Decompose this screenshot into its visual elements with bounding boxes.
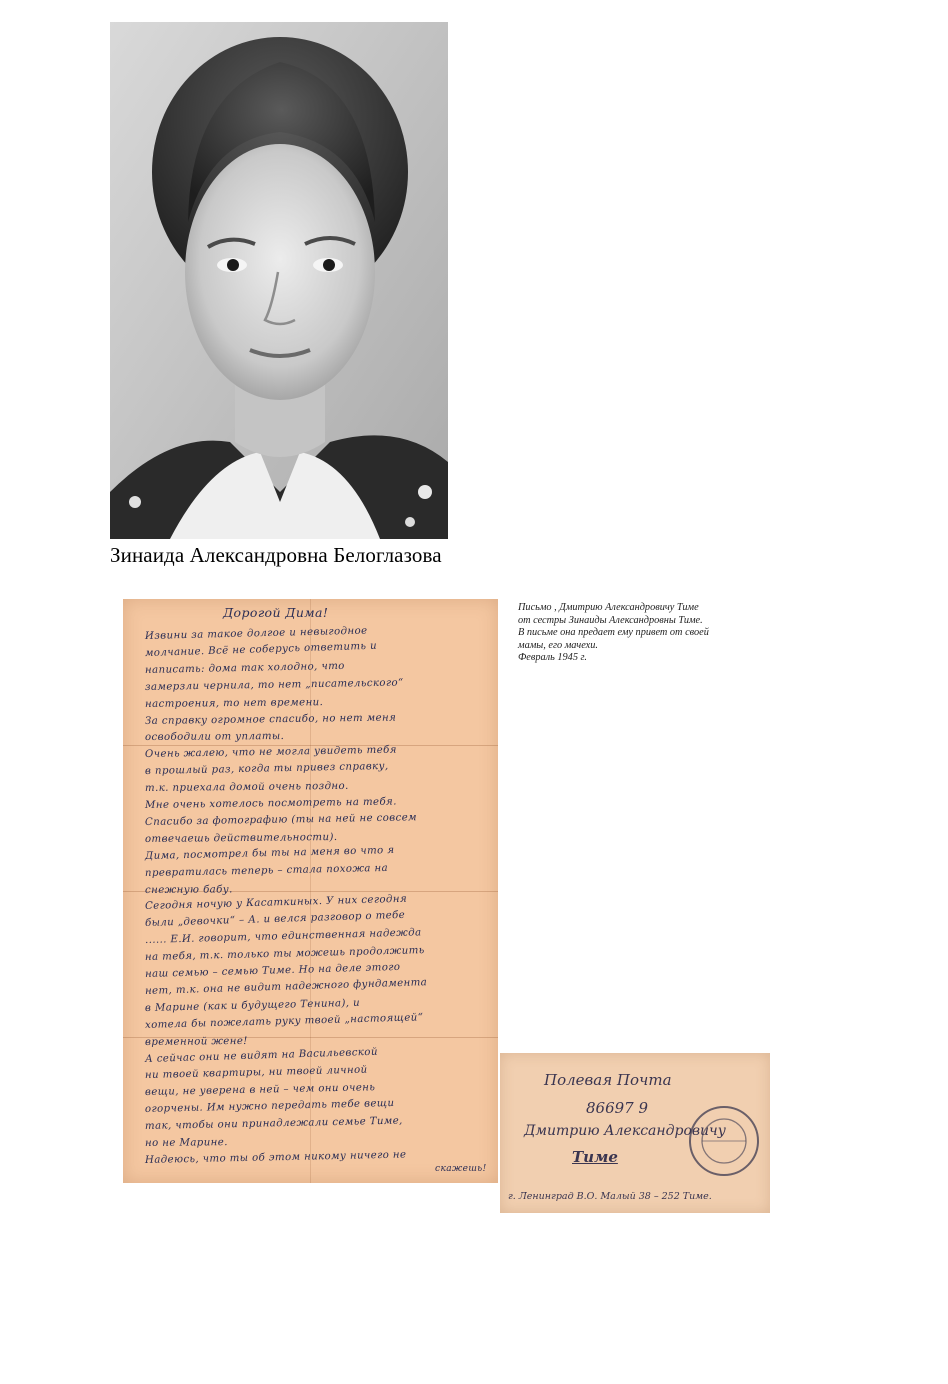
envelope-post-number: 86697 9 [586,1099,649,1117]
letter-line: Сегодня ночую у Касаткиных. У них сегодня [144,894,408,913]
letter-signature: скажешь! [435,1164,487,1174]
letter-line: так, чтобы они принадлежали семье Тиме, [144,1115,403,1133]
envelope-recipient: Дмитрию Александровичу [524,1123,726,1139]
postmark-stamp-icon [684,1101,764,1181]
envelope-return-address: г. Ленинград В.О. Малый 38 – 252 Тиме. [508,1191,712,1202]
letter-line: молчание. Всё не соберусь ответить и [144,640,378,659]
letter-line: освободили от уплаты. [144,731,285,744]
letter-line: За справку огромное спасибо, но нет меня [144,711,397,727]
description-line: Февраль 1945 г. [518,652,587,664]
letter-line: А сейчас они не видят на Васильевской [144,1046,379,1065]
description-line: мамы, его мачехи. [518,639,598,651]
letter-line: временной жене! [144,1035,248,1048]
envelope [500,1053,770,1213]
portrait-image [110,22,448,539]
envelope-field-post: Полевая Почта [544,1071,672,1089]
letter-line: Мне очень хотелось посмотреть на тебя. [144,796,397,811]
portrait-caption: Зинаида Александровна Белоглазова [110,543,442,567]
letter-line: в Марине (как и будущего Тенина), и [144,997,361,1014]
letter-line: Спасибо за фотографию (ты на ней не совсем [144,812,418,828]
portrait-photo [110,22,448,539]
letter-line: вещи, не уверена в ней – чем они очень [144,1082,376,1099]
letter-line: отвечаешь действительности). [144,831,338,845]
description-line: В письме она предает ему привет от своей [518,627,709,639]
letter-line: но не Марине. [144,1137,228,1149]
letter-line: нет, т.к. она не видит надежного фундамента [144,977,428,997]
letter-line: ни твоей квартиры, ни твоей личной [144,1064,368,1082]
letter-line: на тебя, т.к. только ты можешь продолжить [144,945,425,964]
letter-greeting: Дорогой Дима! [223,605,329,620]
description-line: от сестры Зинаиды Александровны Тиме. [518,614,703,626]
letter-line: ...... Е.И. говорит, что единственная надежда [144,927,422,947]
letter-line: превратилась теперь – стала похожа на [144,862,389,879]
letter-line: Дима, посмотрел бы ты на меня во что я [144,844,395,862]
letter-line: хотела бы пожелать руку твоей „настоящей“ [144,1011,424,1031]
description-line: Письмо , Дмитрию Александровичу Тиме [518,602,699,613]
handwritten-letter [123,599,498,1183]
letter-line: Извини за такое долгое и невыгодное [144,625,368,642]
letter-line: Очень жалею, что не могла увидеть тебя [144,744,397,761]
envelope-surname: Тиме [572,1148,618,1166]
letter-line: написать: дома так холодно, что [144,660,345,676]
letter-description [518,602,758,665]
letter-line: Надеюсь, что ты об этом никому ничего не [144,1149,407,1166]
letter-line: настроения, то нет времени. [144,696,324,710]
letter-line: снежную бабу. [144,883,233,896]
letter-line: наш семью – семью Тиме. Но на деле этого [144,961,401,980]
letter-line: замерзли чернила, то нет „писательского“ [144,677,404,693]
letter-line: были „девочки“ – А. и велся разговор о тебе [144,910,406,930]
letter-line: в прошлый раз, когда ты привез справку, [144,761,389,778]
letter-line: огорчены. Им нужно передать тебе вещи [144,1098,395,1116]
letter-line: т.к. приехала домой очень поздно. [144,780,349,795]
